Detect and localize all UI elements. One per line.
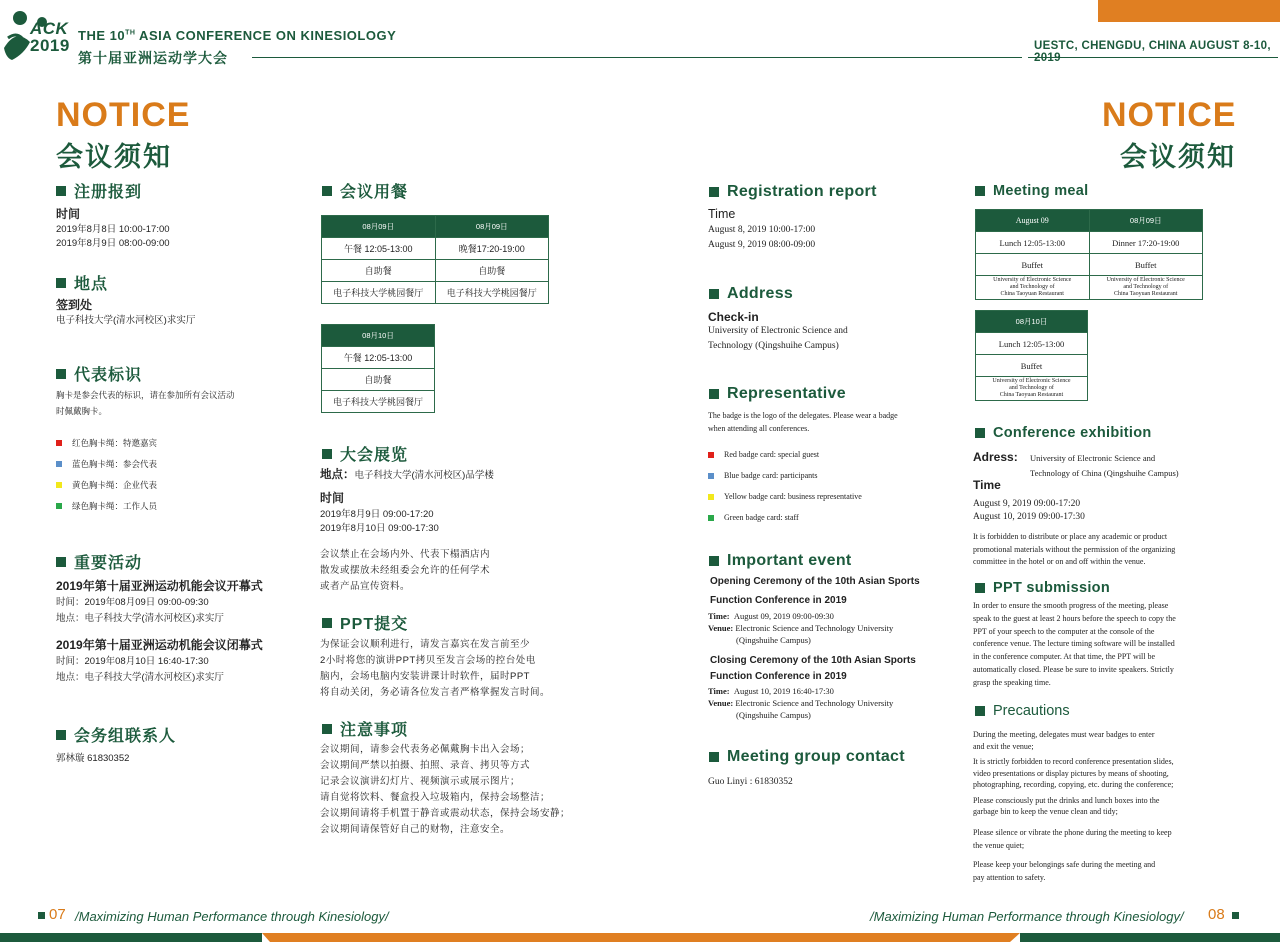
meal-table	[975, 310, 1088, 401]
section-events: Important event	[709, 552, 852, 570]
bullet-square-icon	[975, 186, 985, 196]
section-registration: 注册报到	[56, 179, 142, 202]
opening-ceremony-time: 时间：2019年08月09日 09:00-09:30	[56, 597, 209, 608]
registration-time-label: 时间	[56, 207, 81, 221]
bullet-square-icon	[56, 557, 66, 567]
registration-time-line: August 9, 2019 08:00-09:00	[708, 240, 816, 250]
section-precautions: 注意事项	[322, 717, 408, 740]
meal-table-cell: 自助餐	[322, 260, 436, 282]
bullet-square-icon	[56, 278, 66, 288]
meal-table-cell: Buffet	[976, 355, 1088, 377]
section-registration: Registration report	[709, 183, 877, 201]
meal-table	[321, 324, 435, 413]
legend-item: 绿色胸卡绳：工作人员	[56, 495, 157, 516]
footer-square-icon	[38, 912, 45, 919]
meal-table-cell: Lunch 12:05-13:00	[976, 333, 1088, 355]
meal-table-cell: University of Electronic Science and Technology of China Taoyuan Restaurant	[976, 377, 1088, 401]
section-ppt: PPT submission	[975, 580, 1110, 596]
footer-tagline: /Maximizing Human Performance through Kinesiology/	[870, 909, 1184, 924]
blue-swatch-icon	[56, 461, 62, 467]
badge-legend	[56, 432, 157, 516]
orange-corner-tab	[1098, 0, 1280, 22]
exhibition-note: It is forbidden to distribute or place any academic or product promotional materials without the permission of the organizing committee in the hotel or on and off within the venue.	[973, 532, 1176, 566]
precaution-item: During the meeting, delegates must wear badges to enter and exit the venue;	[973, 730, 1155, 751]
section-contact: Meeting group contact	[709, 748, 905, 766]
closing-ceremony: Closing Ceremony of the 10th Asian Sports Function Conference in 2019	[710, 655, 916, 682]
page-number-right: 08	[1208, 906, 1225, 923]
bullet-square-icon	[975, 706, 985, 716]
bullet-square-icon	[709, 289, 719, 299]
bullet-square-icon	[975, 583, 985, 593]
section-precautions: Precautions	[975, 703, 1070, 719]
legend-item: Blue badge card: participants	[708, 465, 862, 486]
meal-table-cell: Buffet	[976, 254, 1090, 276]
section-representative: 代表标识	[56, 362, 142, 385]
meal-table-cell: 午餐 12:05-13:00	[322, 238, 436, 260]
bullet-square-icon	[322, 186, 332, 196]
exhibition-place: 地点：电子科技大学(清水河校区)品学楼	[320, 469, 494, 481]
legend-item: 红色胸卡绳：特邀嘉宾	[56, 432, 157, 453]
registration-time-line: August 8, 2019 10:00-17:00	[708, 225, 816, 235]
exhibition-time-label: Time	[973, 478, 1001, 492]
checkin-place: 电子科技大学(清水河校区)求实厅	[56, 315, 196, 326]
closing-ceremony-place: 地点：电子科技大学(清水河校区)求实厅	[56, 672, 224, 683]
bullet-square-icon	[322, 618, 332, 628]
opening-ceremony-title: 2019年第十届亚洲运动机能会议开幕式	[56, 579, 263, 593]
checkin-label: 签到处	[56, 298, 93, 312]
registration-time-line: 2019年8月9日 08:00-09:00	[56, 238, 170, 249]
badge-description: when attending all conferences.	[708, 424, 810, 433]
bullet-square-icon	[709, 752, 719, 762]
section-contact: 会务组联系人	[56, 723, 176, 746]
meal-table-header: 08月10日	[976, 311, 1088, 333]
bullet-square-icon	[709, 556, 719, 566]
notice-heading-cn: 会议须知	[56, 142, 172, 172]
meal-table-header: 08月10日	[322, 325, 435, 347]
yellow-swatch-icon	[708, 494, 714, 500]
section-representative: Representative	[709, 385, 846, 403]
exhibition-time-line: August 10, 2019 09:00-17:30	[973, 512, 1085, 522]
meal-table-cell: 电子科技大学桃园餐厅	[435, 282, 549, 304]
footer-band	[0, 930, 1280, 942]
meal-table-cell: Buffet	[1089, 254, 1203, 276]
ppt-text: 为保证会议顺利进行，请发言嘉宾在发言前至少 2小时将您的演讲PPT拷贝至发言会场的控台处电 脑内，会场电脑内安装讲课计时软件，届时PPT 将自动关闭，务必请各位发言者严格掌握发言时间。	[320, 639, 551, 698]
opening-ceremony: Opening Ceremony of the 10th Asian Sports Function Conference in 2019	[710, 576, 920, 606]
red-swatch-icon	[56, 440, 62, 446]
conference-location-date: UESTC, CHENGDU, CHINA AUGUST 8-10, 2019	[1034, 40, 1271, 64]
legend-item: 黄色胸卡绳：企业代表	[56, 474, 157, 495]
closing-ceremony-venue: Venue: Electronic Science and Technology University	[708, 698, 894, 708]
section-ppt: PPT提交	[322, 611, 408, 634]
meal-table-cell: Dinner 17:20-19:00	[1089, 232, 1203, 254]
bullet-square-icon	[322, 724, 332, 734]
legend-item: Red badge card: special guest	[708, 444, 862, 465]
opening-ceremony-time: Time: August 09, 2019 09:00-09:30	[708, 611, 834, 621]
checkin-label: Check-in	[708, 310, 759, 324]
closing-ceremony-venue: (Qingshuihe Campus)	[736, 710, 811, 720]
closing-ceremony-time: 时间：2019年08月10日 16:40-17:30	[56, 656, 209, 667]
yellow-swatch-icon	[56, 482, 62, 488]
meal-table-header: August 09	[976, 210, 1090, 232]
conference-title-cn: 第十届亚洲运动学大会	[78, 50, 228, 66]
notice-heading-en: NOTICE	[1102, 96, 1237, 134]
section-meal: 会议用餐	[322, 179, 408, 202]
registration-time-line: 2019年8月8日 10:00-17:00	[56, 224, 170, 235]
badge-description: The badge is the logo of the delegates. Please wear a badge	[708, 411, 898, 420]
footer-square-icon	[1232, 912, 1239, 919]
green-swatch-icon	[56, 503, 62, 509]
registration-time-label: Time	[708, 207, 736, 221]
meal-table	[321, 215, 549, 304]
bullet-square-icon	[975, 428, 985, 438]
exhibition-note: 散发或摆放未经组委会允许的任何学术	[320, 565, 491, 576]
closing-ceremony-title: 2019年第十届亚洲运动机能会议闭幕式	[56, 638, 263, 652]
section-address: Address	[709, 285, 793, 303]
badge-description: 胸卡是参会代表的标识，请在参加所有会议活动	[56, 390, 235, 400]
precaution-item: Please silence or vibrate the phone during the meeting to keep the venue quiet;	[973, 827, 1172, 850]
meal-table-cell: 电子科技大学桃园餐厅	[322, 391, 435, 413]
ppt-text: In order to ensure the smooth progress of the meeting, please speak to the guest at least 2 hours before the speech to copy the PPT of your speech to the computer at the console of the conference venue. The lecture timing software will be installed in the conference computer. At that time, the PPT will be automatically closed. Please be sure to invite speakers. Strictly grasp the speaking time.	[973, 601, 1176, 687]
meal-table-cell: 自助餐	[322, 369, 435, 391]
legend-item: Yellow badge card: business representative	[708, 486, 862, 507]
conference-title-en: THE 10TH ASIA CONFERENCE ON KINESIOLOGY	[78, 28, 397, 43]
bullet-square-icon	[709, 389, 719, 399]
notice-heading-cn: 会议须知	[1120, 142, 1236, 172]
meal-table-header: 08月09日	[322, 216, 436, 238]
exhibition-note: 或者产品宣传资料。	[320, 581, 411, 592]
bullet-square-icon	[709, 187, 719, 197]
contact-line: Guo Linyi : 61830352	[708, 777, 793, 787]
exhibition-time-line: 2019年8月10日 09:00-17:30	[320, 523, 439, 534]
meal-table-cell: 自助餐	[435, 260, 549, 282]
logo-wordmark: ACK 2019	[30, 19, 70, 55]
precaution-item: Please consciously put the drinks and lunch boxes into the garbage bin to keep the venue clean and tidy;	[973, 795, 1160, 816]
meal-table-header: 08月09日	[435, 216, 549, 238]
exhibition-address-label: Adress:	[973, 450, 1018, 464]
meal-table-cell: Lunch 12:05-13:00	[976, 232, 1090, 254]
checkin-place: Technology (Qingshuihe Campus)	[708, 341, 839, 351]
contact-line: 郭林璇 61830352	[56, 753, 130, 764]
opening-ceremony-place: 地点：电子科技大学(清水河校区)求实厅	[56, 613, 224, 624]
opening-ceremony-venue: Venue: Electronic Science and Technology University	[708, 623, 894, 633]
blue-swatch-icon	[708, 473, 714, 479]
bullet-square-icon	[56, 186, 66, 196]
section-exhibition: 大会展览	[322, 442, 408, 465]
meal-table-cell: University of Electronic Science and Technology of China Taoyuan Restaurant	[1089, 276, 1203, 300]
meal-table-cell: 晚餐17:20-19:00	[435, 238, 549, 260]
red-swatch-icon	[708, 452, 714, 458]
meal-table-cell: 午餐 12:05-13:00	[322, 347, 435, 369]
closing-ceremony-time: Time: August 10, 2019 16:40-17:30	[708, 686, 834, 696]
bullet-square-icon	[56, 369, 66, 379]
header-rule	[252, 57, 1022, 58]
page-number-left: 07	[49, 906, 66, 923]
badge-legend	[708, 444, 862, 528]
precaution-item: It is strictly forbidden to record conference presentation slides, video presentations or display pictures by means of shooting, photographing, recording, copying, etc. during the conference;	[973, 757, 1174, 789]
bullet-square-icon	[322, 449, 332, 459]
meal-table-cell: 电子科技大学桃园餐厅	[322, 282, 436, 304]
opening-ceremony-venue: (Qingshuihe Campus)	[736, 635, 811, 645]
exhibition-time-line: 2019年8月9日 09:00-17:20	[320, 509, 434, 520]
section-events: 重要活动	[56, 550, 142, 573]
precaution-item: Please keep your belongings safe during the meeting and pay attention to safety.	[973, 859, 1156, 882]
exhibition-time-line: August 9, 2019 09:00-17:20	[973, 499, 1081, 509]
section-address: 地点	[56, 271, 108, 294]
section-exhibition: Conference exhibition	[975, 425, 1152, 441]
meal-table	[975, 209, 1203, 300]
footer-tagline: /Maximizing Human Performance through Kinesiology/	[75, 909, 389, 924]
meal-table-header: 08月09日	[1089, 210, 1203, 232]
notice-heading-en: NOTICE	[56, 96, 191, 134]
green-swatch-icon	[708, 515, 714, 521]
legend-item: 蓝色胸卡绳：参会代表	[56, 453, 157, 474]
exhibition-time-label: 时间	[320, 491, 345, 505]
section-meal: Meeting meal	[975, 183, 1088, 199]
checkin-place: University of Electronic Science and	[708, 326, 848, 336]
bullet-square-icon	[56, 730, 66, 740]
precautions-text: 会议期间，请参会代表务必佩戴胸卡出入会场； 会议期间严禁以拍摄、拍照、录音、拷贝等方式 记录会议演讲幻灯片、视频演示或展示图片； 请自觉将饮料、餐盒投入垃圾箱内，保持会场整洁； 会议期间请将手机置于静音或震动状态，保持会场安静； 会议期间请保管好自己的财物，注意安全。	[320, 744, 571, 835]
exhibition-note: 会议禁止在会场内外、代表下榻酒店内	[320, 549, 491, 560]
precautions-text	[973, 729, 1174, 884]
badge-description: 时佩戴胸卡。	[56, 406, 108, 416]
meal-table-cell: University of Electronic Science and Technology of China Taoyuan Restaurant	[976, 276, 1090, 300]
legend-item: Green badge card: staff	[708, 507, 862, 528]
exhibition-address: University of Electronic Science and Technology of China (Qingshuihe Campus)	[1030, 453, 1179, 478]
